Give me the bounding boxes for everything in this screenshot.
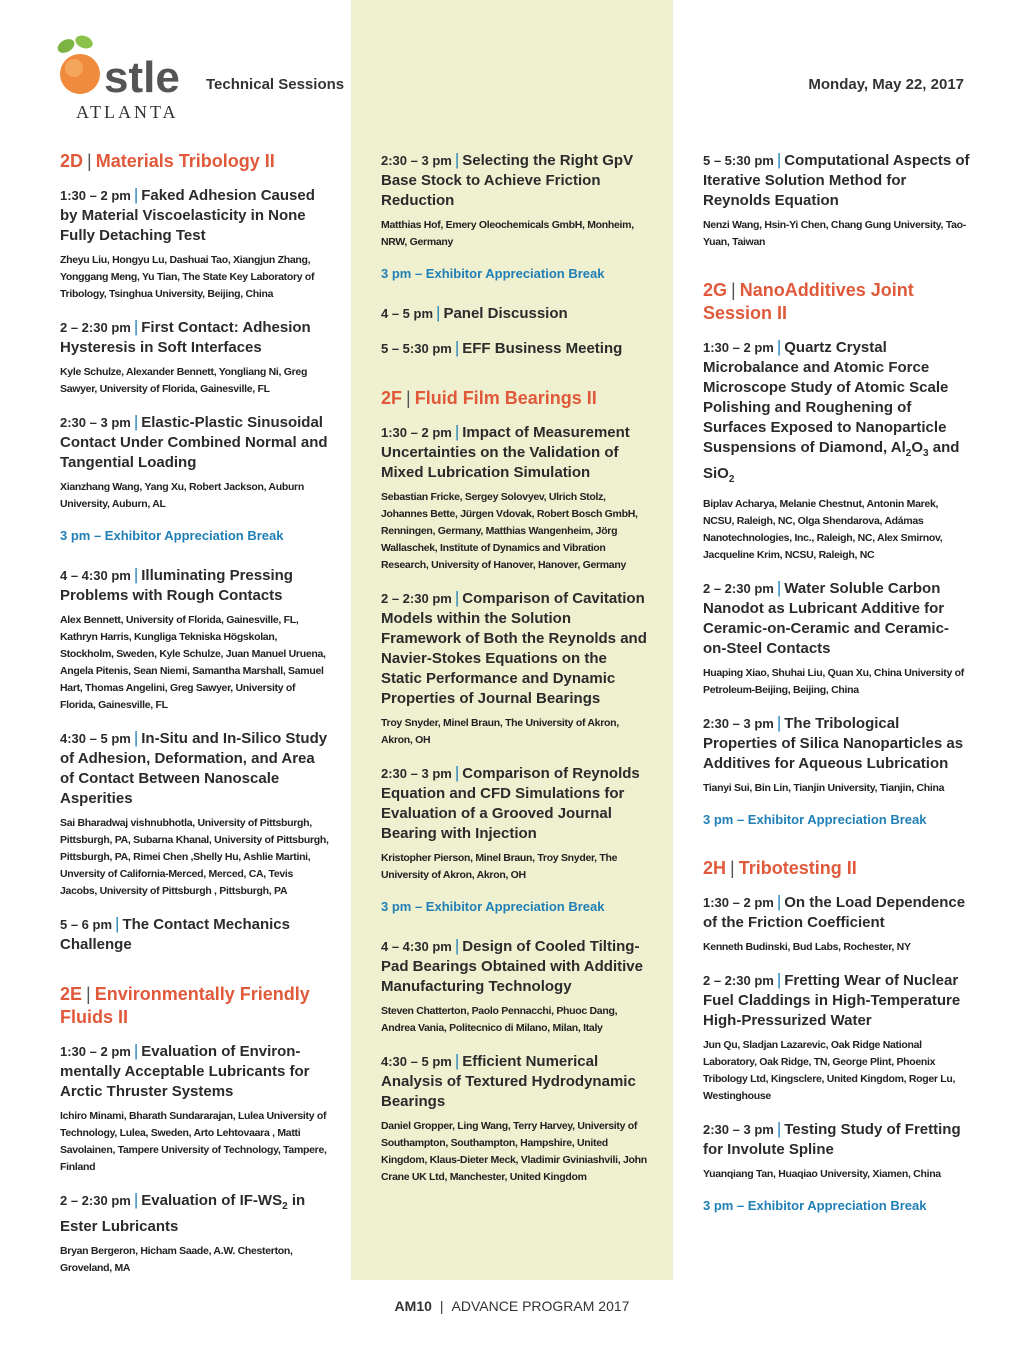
talk-item: 2 – 2:30 pm | Water Soluble Carbon Nanodot as Lubricant Additive for Ceramic-on-Ceramic and Ceramic-on-Steel Contacts Huaping Xiao, Shuhai Liu, Quan Xu, China University of Petroleum-Beijing, Beijing, China bbox=[703, 578, 964, 696]
talk-item: 4:30 – 5 pm | In-Situ and In-Silico Study of Adhesion, Deformation, and Area of Contact Between Nanoscale Asperities Sai Bharadwaj vishnubhotla, University of Pittsburgh, Pittsburgh, PA, Subarna Khanal, University of Pittsburgh, Pittsburgh, PA, Rimei Chen ,Shelly Hu, Ashlie Martini, Unversity of California-Merced, Merced, CA, Tevis Jacobs, University of Pittsburgh , Pittsburgh, PA bbox=[60, 728, 329, 897]
talk-item: 1:30 – 2 pm | Faked Adhesion Caused by Material Viscoelasticity in None Fully Detaching Test Zheyu Liu, Hongyu Lu, Dashuai Tao, Xiangjun Zhang, Yonggang Meng, Yu Tian, The State Key Laboratory of Tribology, Tsinghua University, Beijing, China bbox=[60, 185, 315, 300]
break-notice: 3 pm – Exhibitor Appreciation Break bbox=[703, 1198, 927, 1213]
talk-item: 1:30 – 2 pm | Quartz Crystal Microbalance and Atomic Force Microscope Study of Atomic Scale Polishing and Roughening of Surfaces Exposed to Nanoparticle Suspensions of Diamond, $Al_2O_3$ and SiO$_2$ Biplav Acharya, Melanie Chestnut, Antonin Marek, NCSU, Raleigh, NC, Olga Shendarova, Adámas Nanotechnologies, Inc., Raleigh, NC, Alex Smirnov, Jacqueline Krim, NCSU, Raleigh, NC bbox=[703, 337, 960, 561]
talk-item: 2:30 – 3 pm | Comparison of Reynolds Equation and CFD Simulations for Evaluation of a Grooved Journal Bearing with Injection Kristopher Pierson, Minel Braun, Troy Snyder, The University of Akron, Akron, OH bbox=[381, 763, 640, 881]
break-notice: 3 pm – Exhibitor Appreciation Break bbox=[703, 812, 927, 827]
talk-item: 2:30 – 3 pm | Elastic-Plastic Sinusoidal Contact Under Combined Normal and Tangential Loading Xianzhang Wang, Yang Xu, Robert Jackson, Auburn University, Auburn, AL bbox=[60, 412, 328, 510]
talk-item: 2 – 2:30 pm | First Contact: Adhesion Hysteresis in Soft Interfaces Kyle Schulze, Alexander Bennett, Yongliang Ni, Greg Sawyer, University of Florida, Gainesville, FL bbox=[60, 317, 311, 395]
header-section-label: Technical Sessions bbox=[206, 76, 345, 93]
talk-item: 4 – 4:30 pm | Design of Cooled Tilting-Pad Bearings Obtained with Additive Manufacturing Technology Steven Chatterton, Paolo Pennacchi, Phuoc Dang, Andrea Vania, Politecnico di Milano, Milan, Italy bbox=[381, 936, 643, 1034]
page-footer: AM10 | ADVANCE PROGRAM 2017 bbox=[394, 1298, 630, 1314]
stle-atlanta-logo bbox=[54, 34, 214, 124]
talk-item: 2:30 – 3 pm | The Tribological Properties of Silica Nanoparticles as Additives for Aqueous Lubrication Tianyi Sui, Bin Lin, Tianjin University, Tianjin, China bbox=[703, 713, 964, 794]
talk-item: 2 – 2:30 pm | Fretting Wear of Nuclear Fuel Claddings in High-Temperature High-Pressurized Water Jun Qu, Sladjan Lazarevic, Oak Ridge National Laboratory, Oak Ridge, TN, George Plint, Phoenix Tribology Ltd, Kingsclere, United Kingdom, Roger Lu, Westinghouse bbox=[703, 970, 961, 1102]
talk-item: 2 – 2:30 pm | Comparison of Cavitation Models within the Solution Framework of Both the Reynolds and Navier-Stokes Equations on the Static Performance and Dynamic Properties of Journal Bearings Troy Snyder, Minel Braun, The University of Akron, Akron, OH bbox=[381, 588, 647, 746]
talk-item: 4 – 5 pm | Panel Discussion bbox=[381, 303, 568, 322]
talk-item: 4:30 – 5 pm | Efficient Numerical Analysis of Textured Hydrodynamic Bearings Daniel Gropper, Ling Wang, Terry Harvey, University of Southampton, Southampton, Hampshire, United Kingdom, Klaus-Dieter Meck, Vladimir Gviniashvili, John Crane UK Ltd, Manchester, United Kingdom bbox=[381, 1051, 647, 1183]
break-notice: 3 pm – Exhibitor Appreciation Break bbox=[60, 528, 284, 543]
logo-city-text: ATLANTA bbox=[76, 102, 179, 122]
talk-item: 5 – 5:30 pm | EFF Business Meeting bbox=[381, 338, 623, 357]
svg-text:stle: stle bbox=[104, 53, 180, 102]
column-2 bbox=[381, 150, 651, 1200]
column-1 bbox=[60, 150, 330, 1291]
talk-item: 1:30 – 2 pm | On the Load Dependence of the Friction Coefficient Kenneth Budinski, Bud Labs, Rochester, NY bbox=[703, 892, 966, 953]
talk-item: 4 – 4:30 pm | Illuminating Pressing Problems with Rough Contacts Alex Bennett, University of Florida, Gainesville, FL, Kathryn Harris, Kungliga Tekniska Högskolan, Stockholm, Sweden, Kyle Schulze, Juan Manuel Uruena, Angela Pitenis, Sean Niemi, Samantha Marshall, Samuel Hart, Thomas Angelini, Greg Sawyer, University of Florida, Gainesville, FL bbox=[60, 565, 326, 711]
break-notice: 3 pm – Exhibitor Appreciation Break bbox=[381, 266, 605, 281]
talk-item: 1:30 – 2 pm | Evaluation of Environ-mentally Acceptable Lubricants for Arctic Thruster Systems Ichiro Minami, Bharath Sundararajan, Lulea University of Technology, Lulea, Sweden, Arto Lehtovaara , Matti Savolainen, Tampere University of Technology, Tampere, Finland bbox=[60, 1041, 327, 1173]
section-header-2f: 2F | Fluid Film Bearings II bbox=[381, 388, 597, 408]
talk-item: 5 – 6 pm | The Contact Mechanics Challenge bbox=[60, 914, 290, 953]
peach-logo-icon bbox=[54, 34, 214, 124]
section-header-2d: 2D | Materials Tribology II bbox=[60, 151, 275, 171]
column-3 bbox=[703, 150, 971, 1235]
page-number: AM10 bbox=[394, 1298, 432, 1314]
program-label: ADVANCE PROGRAM 2017 bbox=[451, 1298, 630, 1314]
talk-item: 1:30 – 2 pm | Impact of Measurement Uncertainties on the Validation of Mixed Lubrication Simulation Sebastian Fricke, Sergey Solovyev, Ulrich Stolz, Johannes Bette, Jürgen Vdovak, Robert Bosch GmbH, Renningen, Germany, Matthias Wangenheim, Jörg Wallaschek, Institute of Dynamics and Vibration Research, University of Hanover, Hanover, Germany bbox=[381, 422, 638, 571]
section-header-2g: 2G | NanoAdditives Joint Session II bbox=[703, 280, 914, 323]
header-date: Monday, May 22, 2017 bbox=[808, 76, 964, 93]
talk-item: 2:30 – 3 pm | Selecting the Right GpV Base Stock to Achieve Friction Reduction Matthias Hof, Emery Oleochemicals GmbH, Monheim, NRW, Germany bbox=[381, 150, 634, 248]
break-notice: 3 pm – Exhibitor Appreciation Break bbox=[381, 899, 605, 914]
talk-item: 5 – 5:30 pm | Computational Aspects of Iterative Solution Method for Reynolds Equation Nenzi Wang, Hsin-Yi Chen, Chang Gung University, Tao-Yuan, Taiwan bbox=[703, 150, 970, 248]
talk-item: 2:30 – 3 pm | Testing Study of Fretting for Involute Spline Yuanqiang Tan, Huaqiao University, Xiamen, China bbox=[703, 1119, 961, 1180]
talk-item: 2 – 2:30 pm | Evaluation of $IF-WS_2$ in Ester Lubricants Bryan Bergeron, Hicham Saade, A.W. Chesterton, Groveland, MA bbox=[60, 1190, 306, 1274]
section-header-2e: 2E | Environmentally Friendly Fluids II bbox=[60, 984, 310, 1027]
section-header-2h: 2H | Tribotesting II bbox=[703, 858, 857, 878]
